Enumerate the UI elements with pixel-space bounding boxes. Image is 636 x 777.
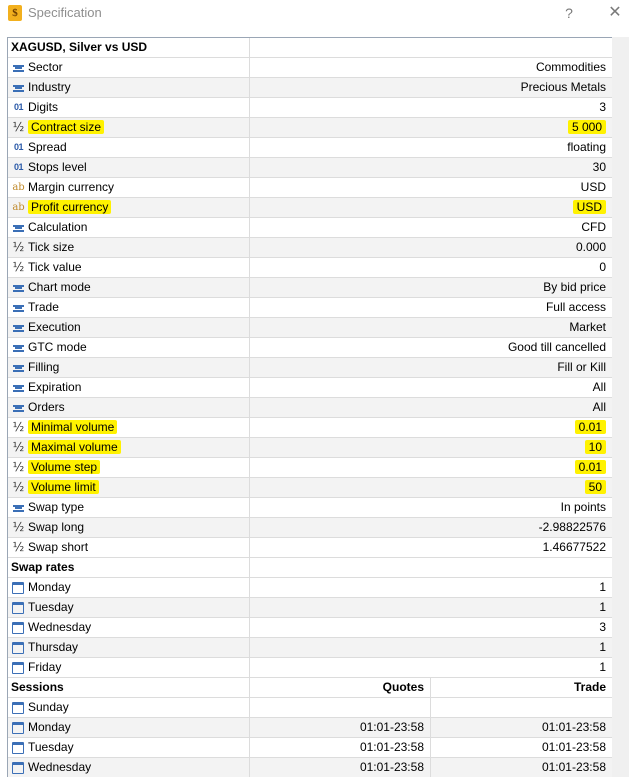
row-value — [250, 118, 612, 137]
spec-row[interactable] — [8, 458, 612, 478]
calendar-icon — [12, 622, 24, 634]
row-value-text: 3 — [599, 100, 606, 114]
row-value-text: CFD — [581, 220, 606, 234]
row-value-text: 01:01-23:58 — [541, 740, 606, 754]
row-label — [8, 358, 250, 377]
fraction-icon: ½ — [12, 120, 25, 134]
swap-rate-row[interactable] — [8, 638, 612, 658]
row-value — [250, 398, 612, 417]
symbol-header-value — [250, 38, 612, 57]
row-label — [8, 158, 250, 177]
row-value — [250, 318, 612, 337]
row-label-text: Wednesday — [28, 620, 92, 634]
trade-column-header[interactable]: Trade — [430, 678, 612, 697]
row-value-text: 1 — [599, 600, 606, 614]
fraction-icon: ½ — [12, 460, 25, 474]
row-value-text: Good till cancelled — [507, 340, 606, 354]
specification-table[interactable] — [7, 37, 613, 777]
list-icon — [12, 81, 25, 94]
row-value-text: 50 — [585, 480, 606, 494]
fraction-icon: ½ — [12, 540, 25, 554]
row-label-text: Execution — [28, 320, 81, 334]
row-value — [250, 538, 612, 557]
row-label-text: Volume limit — [28, 480, 99, 494]
row-value — [250, 258, 612, 277]
fraction-icon: ½ — [12, 240, 25, 254]
list-icon — [12, 401, 25, 414]
sessions-header-row[interactable] — [8, 678, 612, 698]
row-label-text: Thursday — [28, 640, 79, 654]
row-value — [430, 758, 612, 777]
row-label — [8, 698, 250, 717]
spec-row[interactable] — [8, 478, 612, 498]
row-label — [8, 378, 250, 397]
spec-row[interactable] — [8, 258, 612, 278]
swap-rate-row[interactable] — [8, 618, 612, 638]
row-label-text: Calculation — [28, 220, 88, 234]
spec-row[interactable] — [8, 318, 612, 338]
row-label — [8, 538, 250, 557]
vertical-scrollbar[interactable] — [612, 37, 629, 777]
calendar-icon — [12, 602, 24, 614]
title-bar — [0, 0, 636, 26]
row-label — [8, 318, 250, 337]
row-label — [8, 738, 250, 757]
row-label-text: Maximal volume — [28, 440, 121, 454]
spec-row[interactable] — [8, 118, 612, 138]
spec-row[interactable] — [8, 498, 612, 518]
spec-row[interactable] — [8, 398, 612, 418]
swap-rates-header-value — [250, 558, 612, 577]
spec-row[interactable] — [8, 358, 612, 378]
row-value — [250, 438, 612, 457]
row-label — [8, 238, 250, 257]
row-label — [8, 198, 250, 217]
list-icon — [12, 361, 25, 374]
calendar-icon — [12, 642, 24, 654]
row-label — [8, 618, 250, 637]
calendar-icon — [12, 762, 24, 774]
row-value-text: 01:01-23:58 — [541, 760, 606, 774]
row-label-text: Tuesday — [28, 600, 74, 614]
row-label — [8, 438, 250, 457]
row-value — [250, 378, 612, 397]
row-value — [250, 238, 612, 257]
spec-row[interactable] — [8, 98, 612, 118]
row-value — [250, 338, 612, 357]
calendar-icon — [12, 722, 24, 734]
row-value — [250, 758, 430, 777]
spec-row[interactable] — [8, 298, 612, 318]
row-value-text: 1.46677522 — [542, 540, 606, 554]
list-icon — [12, 301, 25, 314]
row-label — [8, 658, 250, 677]
row-value — [250, 58, 612, 77]
spec-row[interactable] — [8, 198, 612, 218]
row-value — [430, 698, 612, 717]
spec-row[interactable] — [8, 138, 612, 158]
row-label — [8, 258, 250, 277]
row-value-text: 10 — [585, 440, 606, 454]
number-icon: 01 — [13, 162, 23, 172]
row-label-text: Industry — [28, 80, 71, 94]
row-value — [250, 518, 612, 537]
row-value-text: 1 — [599, 640, 606, 654]
row-label-text: Filling — [28, 360, 60, 374]
symbol-header: XAGUSD, Silver vs USD — [8, 38, 250, 57]
row-label-text: GTC mode — [28, 340, 87, 354]
spec-row[interactable] — [8, 418, 612, 438]
row-value-text: 5 000 — [568, 120, 606, 134]
row-label-text: Sector — [28, 60, 63, 74]
calendar-icon — [12, 742, 24, 754]
row-value — [250, 418, 612, 437]
row-value-text: 01:01-23:58 — [359, 760, 424, 774]
text-icon: ab — [12, 182, 25, 193]
list-icon — [12, 341, 25, 354]
row-value — [250, 158, 612, 177]
number-icon: 01 — [13, 142, 23, 152]
row-value — [250, 218, 612, 237]
row-value — [250, 298, 612, 317]
fraction-icon: ½ — [12, 420, 25, 434]
spec-row[interactable] — [8, 58, 612, 78]
row-value-text: In points — [560, 500, 606, 514]
session-row[interactable] — [8, 758, 612, 777]
row-label-text: Wednesday — [28, 760, 92, 774]
sessions-title: Sessions — [8, 678, 250, 697]
row-value — [250, 578, 612, 597]
spec-row[interactable] — [8, 338, 612, 358]
row-value — [430, 738, 612, 757]
session-row[interactable] — [8, 718, 612, 738]
row-value — [250, 358, 612, 377]
spec-row[interactable] — [8, 538, 612, 558]
symbol-header-row — [8, 38, 612, 58]
row-label-text: Monday — [28, 720, 71, 734]
row-value — [250, 98, 612, 117]
fraction-icon: ½ — [12, 260, 25, 274]
row-value-text: 01:01-23:58 — [359, 720, 424, 734]
app-logo-icon: $ — [8, 5, 22, 21]
calendar-icon — [12, 662, 24, 674]
row-value-text: Commodities — [535, 60, 606, 74]
help-button[interactable]: ? — [565, 5, 573, 21]
row-value-text: 0 — [599, 260, 606, 274]
spec-row[interactable] — [8, 238, 612, 258]
row-value — [250, 78, 612, 97]
row-label — [8, 718, 250, 737]
row-value-text: -2.98822576 — [538, 520, 606, 534]
row-label-text: Chart mode — [28, 280, 91, 294]
row-value-text: 0.000 — [575, 240, 606, 254]
row-label-text: Margin currency — [28, 180, 115, 194]
row-value-text: By bid price — [543, 280, 606, 294]
row-label-text: Swap long — [28, 520, 85, 534]
row-value-text: 30 — [592, 160, 606, 174]
spec-row[interactable] — [8, 518, 612, 538]
number-icon: 01 — [13, 102, 23, 112]
row-value-text: Full access — [545, 300, 606, 314]
row-label — [8, 498, 250, 517]
row-label — [8, 418, 250, 437]
swap-rates-header-row[interactable] — [8, 558, 612, 578]
spec-row[interactable] — [8, 378, 612, 398]
row-value-text: USD — [580, 180, 606, 194]
row-value — [250, 498, 612, 517]
row-value-text: floating — [567, 140, 606, 154]
row-value — [250, 738, 430, 757]
row-label-text: Trade — [28, 300, 59, 314]
row-label — [8, 578, 250, 597]
fraction-icon: ½ — [12, 520, 25, 534]
row-value-text: 0.01 — [575, 460, 606, 474]
list-icon — [12, 381, 25, 394]
row-label — [8, 758, 250, 777]
row-label — [8, 458, 250, 477]
row-value-text: USD — [573, 200, 606, 214]
row-value-text: All — [592, 400, 606, 414]
row-value-text: Fill or Kill — [557, 360, 606, 374]
row-label-text: Swap type — [28, 500, 85, 514]
text-icon: ab — [12, 202, 25, 213]
swap-rates-title: Swap rates — [8, 558, 250, 577]
row-label-text: Swap short — [28, 540, 89, 554]
row-value — [250, 458, 612, 477]
row-value-text: Market — [569, 320, 606, 334]
row-value — [250, 638, 612, 657]
row-label — [8, 478, 250, 497]
session-row[interactable] — [8, 698, 612, 718]
row-value — [250, 598, 612, 617]
row-label-text: Monday — [28, 580, 71, 594]
row-label — [8, 298, 250, 317]
swap-rate-row[interactable] — [8, 658, 612, 678]
row-value — [430, 718, 612, 737]
row-value — [250, 178, 612, 197]
row-label — [8, 518, 250, 537]
spec-row[interactable] — [8, 438, 612, 458]
row-value — [250, 718, 430, 737]
row-label-text: Digits — [28, 100, 59, 114]
spec-row[interactable] — [8, 278, 612, 298]
swap-rate-row[interactable] — [8, 598, 612, 618]
row-label-text: Contract size — [28, 120, 104, 134]
list-icon — [12, 501, 25, 514]
row-label — [8, 138, 250, 157]
row-label-text: Tick size — [28, 240, 75, 254]
row-value-text: 3 — [599, 620, 606, 634]
swap-rate-row[interactable] — [8, 578, 612, 598]
row-value-text: 1 — [599, 580, 606, 594]
list-icon — [12, 61, 25, 74]
row-value — [250, 278, 612, 297]
row-label — [8, 598, 250, 617]
spec-row[interactable] — [8, 218, 612, 238]
row-label — [8, 98, 250, 117]
row-value — [250, 478, 612, 497]
row-label-text: Stops level — [28, 160, 87, 174]
row-label — [8, 118, 250, 137]
row-label-text: Volume step — [28, 460, 100, 474]
row-value-text: Precious Metals — [520, 80, 606, 94]
row-label — [8, 398, 250, 417]
row-label-text: Friday — [28, 660, 62, 674]
row-label-text: Tuesday — [28, 740, 74, 754]
row-value — [250, 198, 612, 217]
fraction-icon: ½ — [12, 440, 25, 454]
spec-row[interactable] — [8, 158, 612, 178]
row-value-text: 01:01-23:58 — [359, 740, 424, 754]
row-value — [250, 618, 612, 637]
calendar-icon — [12, 582, 24, 594]
row-value-text: All — [592, 380, 606, 394]
spec-row[interactable] — [8, 178, 612, 198]
row-value — [250, 138, 612, 157]
row-label — [8, 638, 250, 657]
row-label — [8, 178, 250, 197]
close-button[interactable]: ✕ — [608, 4, 622, 21]
list-icon — [12, 281, 25, 294]
row-label-text: Expiration — [28, 380, 82, 394]
row-label-text: Profit currency — [28, 200, 111, 214]
row-label-text: Tick value — [28, 260, 82, 274]
spec-row[interactable] — [8, 78, 612, 98]
row-value — [250, 658, 612, 677]
row-value-text: 0.01 — [575, 420, 606, 434]
list-icon — [12, 321, 25, 334]
row-label — [8, 78, 250, 97]
row-label-text: Minimal volume — [28, 420, 117, 434]
row-value-text: 1 — [599, 660, 606, 674]
window-title: Specification — [28, 5, 102, 20]
row-label — [8, 278, 250, 297]
row-label-text: Sunday — [28, 700, 69, 714]
row-value-text: 01:01-23:58 — [541, 720, 606, 734]
row-label — [8, 338, 250, 357]
row-label — [8, 58, 250, 77]
calendar-icon — [12, 702, 24, 714]
list-icon — [12, 221, 25, 234]
fraction-icon: ½ — [12, 480, 25, 494]
quotes-column-header[interactable]: Quotes — [382, 680, 424, 694]
row-label-text: Spread — [28, 140, 67, 154]
row-value — [250, 698, 430, 717]
row-label-text: Orders — [28, 400, 65, 414]
row-label — [8, 218, 250, 237]
session-row[interactable] — [8, 738, 612, 758]
